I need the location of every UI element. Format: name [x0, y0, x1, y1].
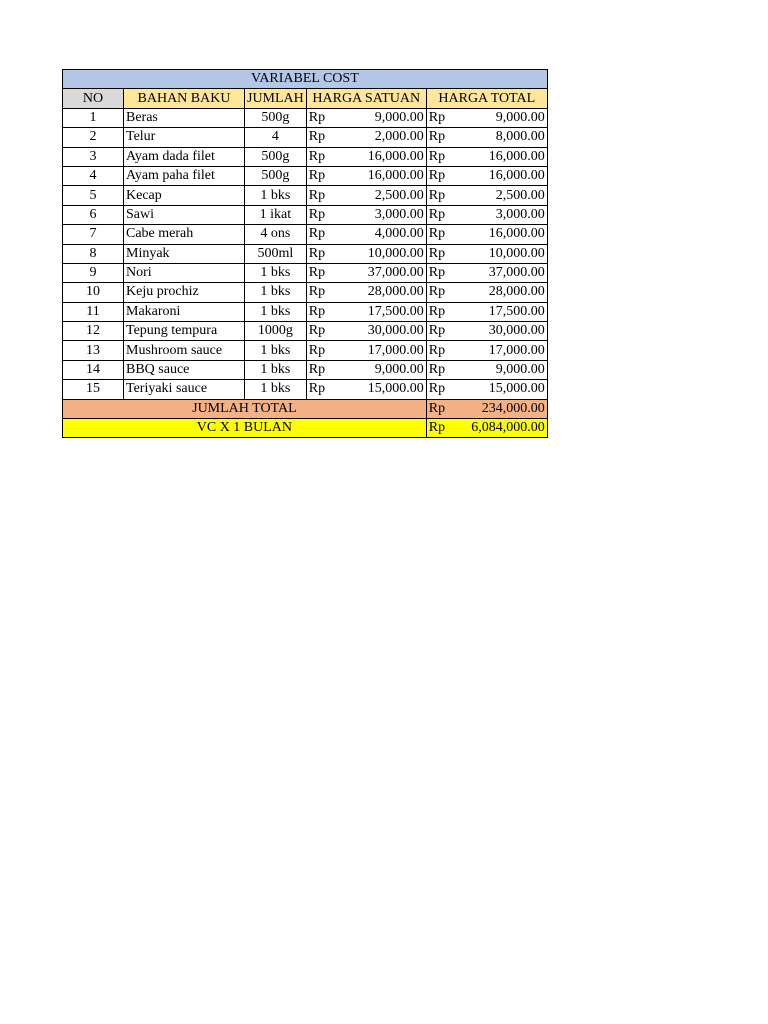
header-jumlah: JUMLAH [245, 89, 307, 108]
table-row [63, 225, 548, 244]
header-harga-total: HARGA TOTAL [426, 89, 547, 108]
row-qty: 1 bks [245, 360, 307, 379]
table-row [63, 341, 548, 360]
row-unit-currency: Rp [306, 128, 343, 147]
row-total-currency: Rp [426, 205, 462, 224]
row-total: 17,000.00 [462, 341, 547, 360]
total-currency: Rp [426, 399, 462, 418]
table-row [63, 302, 548, 321]
table-row [63, 147, 548, 166]
row-total-currency: Rp [426, 225, 462, 244]
header-bahan-baku: BAHAN BAKU [124, 89, 245, 108]
row-unit-currency: Rp [306, 166, 343, 185]
row-total-currency: Rp [426, 283, 462, 302]
row-total: 10,000.00 [462, 244, 547, 263]
row-no: 4 [63, 166, 124, 185]
total-amount: 234,000.00 [462, 399, 547, 418]
total-row [63, 399, 548, 418]
row-no: 5 [63, 186, 124, 205]
row-total: 15,000.00 [462, 380, 547, 399]
row-unit-price: 15,000.00 [343, 380, 426, 399]
row-total-currency: Rp [426, 166, 462, 185]
row-no: 15 [63, 380, 124, 399]
row-qty: 500ml [245, 244, 307, 263]
row-unit-price: 3,000.00 [343, 205, 426, 224]
variable-cost-table [62, 69, 548, 438]
row-unit-price: 9,000.00 [343, 108, 426, 127]
row-no: 11 [63, 302, 124, 321]
row-item: BBQ sauce [124, 360, 245, 379]
row-item: Tepung tempura [124, 322, 245, 341]
row-unit-price: 30,000.00 [343, 322, 426, 341]
row-unit-currency: Rp [306, 360, 343, 379]
row-item: Sawi [124, 205, 245, 224]
table-row [63, 263, 548, 282]
row-item: Telur [124, 128, 245, 147]
monthly-label: VC X 1 BULAN [63, 419, 427, 438]
row-total-currency: Rp [426, 380, 462, 399]
row-item: Makaroni [124, 302, 245, 321]
row-total-currency: Rp [426, 147, 462, 166]
table-row [63, 380, 548, 399]
row-no: 3 [63, 147, 124, 166]
header-no: NO [63, 89, 124, 108]
row-unit-currency: Rp [306, 147, 343, 166]
row-item: Mushroom sauce [124, 341, 245, 360]
row-unit-price: 9,000.00 [343, 360, 426, 379]
row-no: 7 [63, 225, 124, 244]
row-total: 16,000.00 [462, 225, 547, 244]
table-row [63, 283, 548, 302]
row-total-currency: Rp [426, 244, 462, 263]
monthly-amount: 6,084,000.00 [462, 419, 547, 438]
row-total: 8,000.00 [462, 128, 547, 147]
row-unit-price: 4,000.00 [343, 225, 426, 244]
row-total: 28,000.00 [462, 283, 547, 302]
table-row [63, 186, 548, 205]
table-row [63, 360, 548, 379]
row-unit-price: 28,000.00 [343, 283, 426, 302]
title-row [63, 70, 548, 89]
row-qty: 500g [245, 147, 307, 166]
row-no: 14 [63, 360, 124, 379]
row-total-currency: Rp [426, 341, 462, 360]
row-unit-price: 16,000.00 [343, 166, 426, 185]
row-qty: 1 bks [245, 263, 307, 282]
row-unit-currency: Rp [306, 244, 343, 263]
row-item: Keju prochiz [124, 283, 245, 302]
row-unit-price: 2,500.00 [343, 186, 426, 205]
row-qty: 4 [245, 128, 307, 147]
row-item: Beras [124, 108, 245, 127]
row-total: 3,000.00 [462, 205, 547, 224]
row-total: 16,000.00 [462, 166, 547, 185]
row-unit-currency: Rp [306, 380, 343, 399]
row-total-currency: Rp [426, 263, 462, 282]
row-unit-price: 10,000.00 [343, 244, 426, 263]
table-row [63, 205, 548, 224]
row-item: Ayam dada filet [124, 147, 245, 166]
row-total: 17,500.00 [462, 302, 547, 321]
row-unit-currency: Rp [306, 341, 343, 360]
row-item: Kecap [124, 186, 245, 205]
row-qty: 500g [245, 108, 307, 127]
row-unit-currency: Rp [306, 283, 343, 302]
row-no: 6 [63, 205, 124, 224]
row-item: Nori [124, 263, 245, 282]
row-unit-currency: Rp [306, 108, 343, 127]
row-item: Ayam paha filet [124, 166, 245, 185]
row-no: 9 [63, 263, 124, 282]
row-qty: 1 bks [245, 380, 307, 399]
row-unit-currency: Rp [306, 225, 343, 244]
row-total: 2,500.00 [462, 186, 547, 205]
row-unit-currency: Rp [306, 322, 343, 341]
row-unit-price: 17,500.00 [343, 302, 426, 321]
header-harga-satuan: HARGA SATUAN [306, 89, 426, 108]
row-no: 13 [63, 341, 124, 360]
row-qty: 4 ons [245, 225, 307, 244]
row-total-currency: Rp [426, 128, 462, 147]
total-label: JUMLAH TOTAL [63, 399, 427, 418]
row-no: 10 [63, 283, 124, 302]
row-total: 37,000.00 [462, 263, 547, 282]
row-total-currency: Rp [426, 322, 462, 341]
row-total: 9,000.00 [462, 108, 547, 127]
row-total: 30,000.00 [462, 322, 547, 341]
monthly-row [63, 419, 548, 438]
row-item: Teriyaki sauce [124, 380, 245, 399]
row-qty: 1 bks [245, 341, 307, 360]
header-row [63, 89, 548, 108]
row-unit-price: 16,000.00 [343, 147, 426, 166]
row-qty: 1 bks [245, 186, 307, 205]
row-total: 9,000.00 [462, 360, 547, 379]
row-no: 1 [63, 108, 124, 127]
row-qty: 1 bks [245, 283, 307, 302]
row-qty: 1 bks [245, 302, 307, 321]
row-unit-currency: Rp [306, 205, 343, 224]
table-row [63, 166, 548, 185]
row-total-currency: Rp [426, 186, 462, 205]
table-row [63, 128, 548, 147]
row-item: Cabe merah [124, 225, 245, 244]
row-unit-currency: Rp [306, 186, 343, 205]
row-qty: 1000g [245, 322, 307, 341]
row-total-currency: Rp [426, 108, 462, 127]
row-no: 8 [63, 244, 124, 263]
row-unit-currency: Rp [306, 263, 343, 282]
table-row [63, 244, 548, 263]
row-unit-price: 2,000.00 [343, 128, 426, 147]
row-total-currency: Rp [426, 302, 462, 321]
row-qty: 1 ikat [245, 205, 307, 224]
row-qty: 500g [245, 166, 307, 185]
table-row [63, 108, 548, 127]
row-unit-price: 37,000.00 [343, 263, 426, 282]
row-no: 2 [63, 128, 124, 147]
monthly-currency: Rp [426, 419, 462, 438]
row-unit-price: 17,000.00 [343, 341, 426, 360]
row-total: 16,000.00 [462, 147, 547, 166]
table-row [63, 322, 548, 341]
row-unit-currency: Rp [306, 302, 343, 321]
row-no: 12 [63, 322, 124, 341]
table-title: VARIABEL COST [63, 70, 548, 89]
row-item: Minyak [124, 244, 245, 263]
row-total-currency: Rp [426, 360, 462, 379]
